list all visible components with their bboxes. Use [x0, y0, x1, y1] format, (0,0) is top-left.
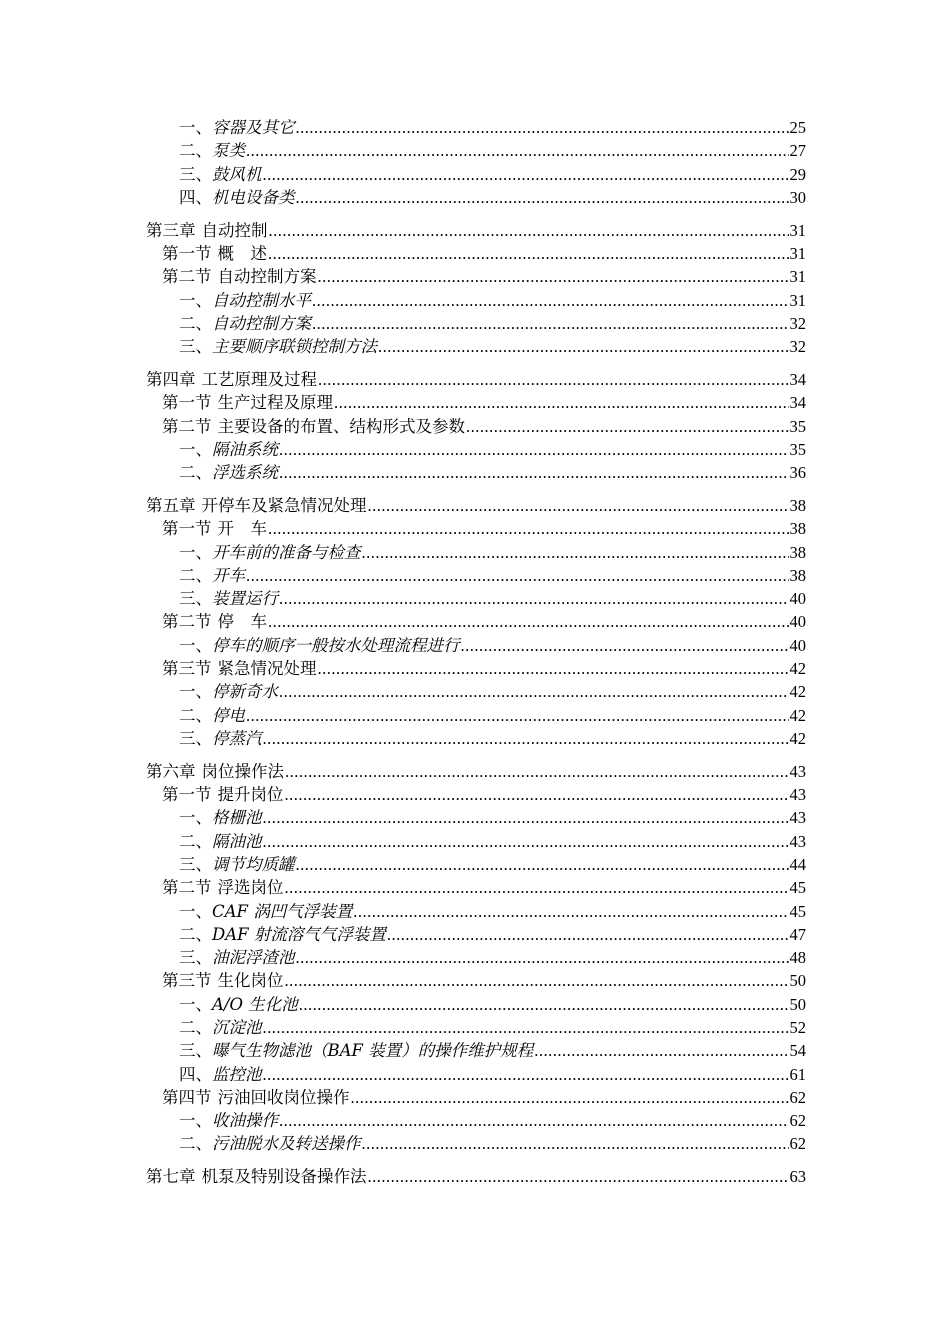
toc-entry-number: 一、 [179, 290, 212, 310]
dot-leader [263, 163, 789, 186]
toc-entry-number: 第二节 [162, 416, 212, 436]
dot-leader [263, 1063, 789, 1086]
dot-leader [368, 494, 789, 517]
toc-page-number: 35 [789, 439, 806, 459]
dot-leader [268, 242, 789, 265]
dot-leader [279, 1109, 789, 1132]
toc-entry-number: 三、 [179, 589, 212, 609]
toc-subsection[interactable] [146, 946, 806, 969]
toc-entry-number: 一、 [179, 901, 212, 921]
dot-leader [285, 876, 789, 899]
toc-page-number: 38 [789, 519, 806, 539]
toc-entry-title: 隔油池 [212, 831, 262, 851]
toc-subsection[interactable] [146, 853, 806, 876]
toc-page-number: 47 [789, 924, 806, 944]
toc-chapter[interactable] [146, 1165, 806, 1188]
toc-section[interactable] [146, 517, 806, 540]
toc-entry-number: 二、 [179, 463, 212, 483]
toc-entry-number: 一、 [179, 1111, 212, 1131]
dot-leader [368, 1165, 789, 1188]
toc-subsection[interactable] [146, 587, 806, 610]
toc-page-number: 54 [789, 1041, 806, 1061]
toc-entry-number: 三、 [179, 337, 212, 357]
toc-page-number: 44 [789, 854, 806, 874]
toc-page-number: 34 [789, 393, 806, 413]
toc-entry-title: 主要顺序联锁控制方法 [212, 337, 377, 357]
toc-entry-number: 三、 [179, 1041, 212, 1061]
toc-subsection[interactable] [146, 923, 806, 946]
toc-page-number: 63 [789, 1167, 806, 1187]
toc-entry-number: 二、 [179, 1017, 212, 1037]
toc-entry-title: 主要设备的布置、结构形式及参数 [217, 416, 465, 436]
toc-entry-number: 二、 [179, 924, 212, 944]
toc-page-number: 43 [789, 831, 806, 851]
toc-page-number: 30 [789, 187, 806, 207]
dot-leader [378, 335, 789, 358]
toc-section[interactable] [146, 242, 806, 265]
dot-leader [318, 265, 789, 288]
toc-entry-number: 四、 [179, 1064, 212, 1084]
dot-leader [263, 830, 789, 853]
toc-entry-title: 概 述 [217, 243, 267, 263]
toc-entry-title: 停电 [212, 705, 245, 725]
dot-leader [296, 946, 789, 969]
toc-entry-number: 二、 [179, 705, 212, 725]
dot-leader [362, 541, 789, 564]
toc-page-number: 43 [789, 761, 806, 781]
toc-entry-title: 自动控制 [201, 220, 268, 240]
toc-page-number: 38 [789, 565, 806, 585]
toc-subsection[interactable] [146, 680, 806, 703]
toc-subsection[interactable] [146, 1109, 806, 1132]
toc-entry-number: 第一节 [162, 243, 212, 263]
dot-leader [285, 760, 789, 783]
dot-leader [318, 368, 789, 391]
toc-chapter[interactable] [146, 219, 806, 242]
dot-leader [466, 415, 789, 438]
toc-subsection[interactable] [146, 541, 806, 564]
toc-entry-number: 二、 [179, 1134, 212, 1154]
toc-entry-number: 三、 [179, 164, 212, 184]
toc-subsection[interactable] [146, 289, 806, 312]
toc-entry-title: 泵类 [212, 141, 245, 161]
toc-entry-number: 二、 [179, 831, 212, 851]
toc-section[interactable] [146, 657, 806, 680]
toc-entry-title: 开车 [212, 565, 245, 585]
toc-entry-title: 隔油系统 [212, 439, 278, 459]
toc-entry-number: 第三节 [162, 659, 212, 679]
toc-subsection[interactable] [146, 438, 806, 461]
toc-chapter[interactable] [146, 494, 806, 517]
dot-leader [279, 587, 789, 610]
toc-page-number: 40 [789, 589, 806, 609]
toc-entry-number: 第四章 [146, 369, 196, 389]
toc-entry-number: 一、 [179, 118, 212, 137]
toc-entry-number: 第七章 [146, 1167, 196, 1187]
toc-entry-number: 第六章 [146, 761, 196, 781]
dot-leader [279, 438, 789, 461]
dot-leader [387, 923, 789, 946]
toc-subsection[interactable] [146, 1016, 806, 1039]
toc-entry-title: 停 车 [217, 612, 267, 632]
toc-subsection[interactable] [146, 1039, 806, 1062]
toc-page-number: 45 [789, 878, 806, 898]
toc-entry-number: 二、 [179, 565, 212, 585]
toc-entry-title: CAF 涡凹气浮装置 [212, 901, 353, 921]
toc-entry-title: 容器及其它 [212, 118, 295, 137]
dot-leader [279, 461, 789, 484]
dot-leader [296, 853, 789, 876]
toc-page-number: 25 [789, 118, 806, 137]
toc-subsection[interactable] [146, 139, 806, 162]
dot-leader [263, 727, 789, 750]
toc-page-number: 45 [789, 901, 806, 921]
toc-entry-title: 自动控制方案 [212, 313, 311, 333]
toc-entry-title: 机泵及特别设备操作法 [201, 1167, 367, 1187]
toc-subsection[interactable] [146, 830, 806, 853]
toc-subsection[interactable] [146, 461, 806, 484]
toc-page-number: 62 [789, 1134, 806, 1154]
toc-entry-title: 装置运行 [212, 589, 278, 609]
toc-entry-number: 第二节 [162, 267, 212, 287]
toc-section[interactable] [146, 415, 806, 438]
toc-entry-number: 第一节 [162, 519, 212, 539]
dot-leader [353, 900, 788, 923]
toc-page-number: 50 [789, 994, 806, 1014]
toc-entry-number: 二、 [179, 313, 212, 333]
toc-entry-number: 第一节 [162, 393, 212, 413]
toc-entry-number: 第二节 [162, 878, 212, 898]
toc-entry-title: 停新奇水 [212, 682, 278, 702]
toc-entry-title: 调节均质罐 [212, 854, 295, 874]
toc-section[interactable] [146, 876, 806, 899]
toc-subsection[interactable] [146, 993, 806, 1016]
toc-entry-title: DAF 射流溶气气浮装置 [212, 924, 386, 944]
dot-leader [269, 219, 789, 242]
toc-entry-number: 三、 [179, 948, 212, 968]
toc-section[interactable] [146, 783, 806, 806]
toc-entry-title: 岗位操作法 [201, 761, 284, 781]
toc-entry-title: 浮选系统 [212, 463, 278, 483]
toc-subsection[interactable] [146, 634, 806, 657]
toc-page-number: 40 [789, 635, 806, 655]
toc-entry-number: 第一节 [162, 785, 212, 805]
dot-leader [268, 610, 789, 633]
toc-entry-number: 第三节 [162, 971, 212, 991]
table-of-contents [146, 116, 806, 1189]
toc-entry-title: 开车前的准备与检查 [212, 542, 361, 562]
toc-page-number: 31 [789, 267, 806, 287]
toc-subsection[interactable] [146, 335, 806, 358]
toc-entry-title: 开停车及紧急情况处理 [201, 495, 367, 515]
toc-entry-title: 机电设备类 [212, 187, 295, 207]
dot-leader [296, 186, 789, 209]
dot-leader [246, 704, 789, 727]
toc-page-number: 31 [789, 290, 806, 310]
toc-entry-title: 工艺原理及过程 [201, 369, 317, 389]
toc-section[interactable] [146, 969, 806, 992]
dot-leader [461, 634, 789, 657]
toc-entry-title: 提升岗位 [217, 785, 284, 805]
dot-leader [285, 969, 789, 992]
toc-entry-number: 第五章 [146, 495, 196, 515]
toc-page-number: 43 [789, 808, 806, 828]
toc-entry-number: 一、 [179, 439, 212, 459]
toc-subsection[interactable] [146, 163, 806, 186]
toc-page-number: 43 [789, 785, 806, 805]
toc-entry-number: 一、 [179, 994, 212, 1014]
toc-entry-number: 一、 [179, 682, 212, 702]
toc-entry-title: 停蒸汽 [212, 728, 262, 748]
dot-leader [263, 806, 789, 829]
toc-page-number: 48 [789, 948, 806, 968]
toc-entry-title: 曝气生物滤池（BAF 装置）的操作维护规程 [212, 1041, 534, 1061]
toc-entry-title: 鼓风机 [212, 164, 262, 184]
toc-page-number: 42 [789, 705, 806, 725]
dot-leader [334, 391, 789, 414]
toc-entry-number: 一、 [179, 542, 212, 562]
dot-leader [534, 1039, 788, 1062]
toc-page-number: 32 [789, 313, 806, 333]
toc-entry-title: 生产过程及原理 [217, 393, 333, 413]
toc-entry-title: 自动控制方案 [217, 267, 317, 287]
toc-page-number: 42 [789, 659, 806, 679]
toc-entry-title: 污油回收岗位操作 [217, 1087, 350, 1107]
toc-subsection[interactable] [146, 1063, 806, 1086]
toc-page-number: 38 [789, 495, 806, 515]
dot-leader [312, 312, 789, 335]
toc-page-number: 29 [789, 164, 806, 184]
toc-section[interactable] [146, 391, 806, 414]
toc-page-number: 40 [789, 612, 806, 632]
toc-subsection[interactable] [146, 564, 806, 587]
toc-entry-number: 四、 [179, 187, 212, 207]
toc-page-number: 31 [789, 220, 806, 240]
dot-leader [246, 139, 789, 162]
toc-entry-title: 沉淀池 [212, 1017, 262, 1037]
dot-leader [351, 1086, 789, 1109]
toc-page-number: 27 [789, 141, 806, 161]
toc-entry-title: A/O 生化池 [212, 994, 298, 1014]
toc-page-number: 31 [789, 243, 806, 263]
toc-subsection[interactable] [146, 116, 806, 139]
toc-page-number: 50 [789, 971, 806, 991]
toc-entry-number: 一、 [179, 808, 212, 828]
dot-leader [263, 1016, 789, 1039]
toc-page-number: 38 [789, 542, 806, 562]
dot-leader [246, 564, 789, 587]
toc-entry-number: 二、 [179, 141, 212, 161]
toc-entry-title: 格栅池 [212, 808, 262, 828]
dot-leader [296, 116, 789, 139]
toc-subsection[interactable] [146, 186, 806, 209]
toc-page-number: 36 [789, 463, 806, 483]
toc-entry-title: 浮选岗位 [217, 878, 284, 898]
toc-section[interactable] [146, 265, 806, 288]
toc-page-number: 35 [789, 416, 806, 436]
toc-page-number: 32 [789, 337, 806, 357]
dot-leader [279, 680, 789, 703]
dot-leader [268, 517, 789, 540]
dot-leader [285, 783, 789, 806]
toc-entry-number: 第四节 [162, 1087, 212, 1107]
toc-subsection[interactable] [146, 727, 806, 750]
toc-entry-title: 生化岗位 [217, 971, 284, 991]
toc-page-number: 42 [789, 728, 806, 748]
toc-entry-title: 污油脱水及转送操作 [212, 1134, 361, 1154]
toc-entry-number: 一、 [179, 635, 212, 655]
toc-entry-title: 紧急情况处理 [217, 659, 317, 679]
toc-entry-title: 停车的顺序一般按水处理流程进行 [212, 635, 460, 655]
toc-subsection[interactable] [146, 806, 806, 829]
toc-subsection[interactable] [146, 1132, 806, 1155]
toc-page-number: 61 [789, 1064, 806, 1084]
toc-subsection[interactable] [146, 704, 806, 727]
toc-entry-title: 开 车 [217, 519, 267, 539]
toc-entry-number: 三、 [179, 728, 212, 748]
toc-section[interactable] [146, 1086, 806, 1109]
dot-leader [312, 289, 789, 312]
toc-entry-number: 三、 [179, 854, 212, 874]
toc-chapter[interactable] [146, 760, 806, 783]
toc-entry-number: 第三章 [146, 220, 196, 240]
toc-subsection[interactable] [146, 312, 806, 335]
dot-leader [318, 657, 789, 680]
toc-entry-title: 自动控制水平 [212, 290, 311, 310]
toc-page-number: 52 [789, 1017, 806, 1037]
toc-entry-title: 收油操作 [212, 1111, 278, 1131]
toc-page-number: 62 [789, 1111, 806, 1131]
toc-chapter[interactable] [146, 368, 806, 391]
dot-leader [299, 993, 789, 1016]
toc-section[interactable] [146, 610, 806, 633]
toc-page-number: 34 [789, 369, 806, 389]
toc-entry-title: 油泥浮渣池 [212, 948, 295, 968]
toc-page-number: 42 [789, 682, 806, 702]
toc-page-number: 62 [789, 1087, 806, 1107]
toc-subsection[interactable] [146, 900, 806, 923]
toc-entry-number: 第二节 [162, 612, 212, 632]
dot-leader [362, 1132, 789, 1155]
toc-entry-title: 监控池 [212, 1064, 262, 1084]
